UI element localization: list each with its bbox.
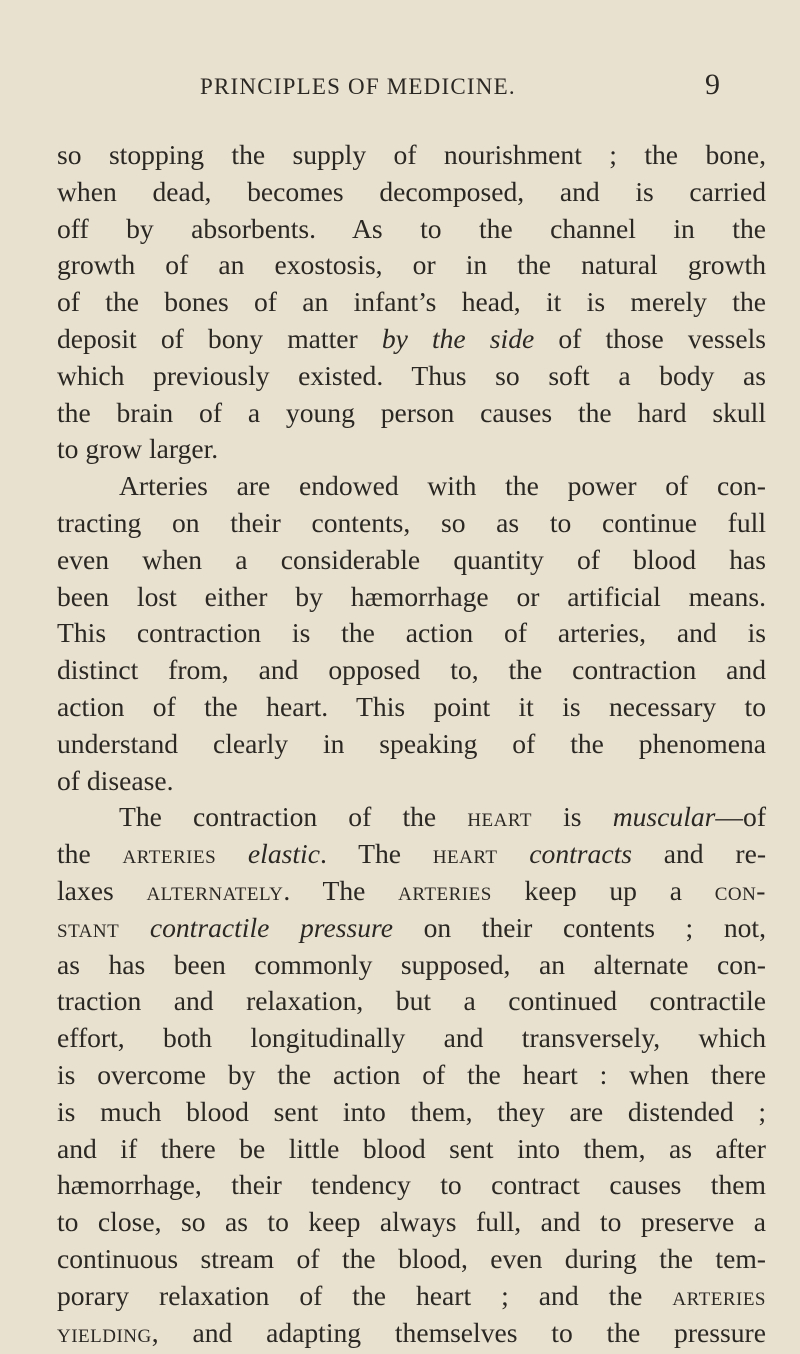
text-line [57,174,766,211]
small-caps-run: arteries [398,874,492,906]
text-run: continuous stream of the blood, even during the tem- [57,1242,766,1274]
text-run: porary relaxation of the heart ; and the [57,1279,673,1311]
text-run: deposit of bony matter [57,322,382,354]
text-run: as has been commonly supposed, an alternate con- [57,948,766,980]
text-run: action of the heart. This point it is necessary to [57,690,766,722]
text-run [119,912,150,943]
text-run: which previously existed. Thus so soft a body as [57,359,766,391]
italic-run: contractile pressure [149,911,393,943]
small-caps-run: arteries [122,838,217,870]
text-run: the [57,838,123,870]
text-run: been lost either by hæmorrhage or artificial means. [57,580,766,612]
text-line [57,1057,766,1094]
text-run: even when a considerable quantity of blood has [57,543,766,575]
text-line [57,873,766,910]
text-run: hæmorrhage, their tendency to contract causes them [57,1169,766,1201]
text-run: is overcome by the action of the heart : when there [57,1058,766,1090]
text-line [57,137,766,174]
italic-run: by the side [381,322,535,354]
text-line [57,726,766,763]
text-run: . The [283,874,399,906]
text-run: —of [715,801,767,833]
text-line [57,468,766,505]
text-run: on their contents ; not, [392,911,767,943]
text-line [57,983,766,1020]
text-run: effort, both longitudinally and transversely, which [57,1022,766,1054]
text-line [57,321,766,358]
text-line [57,1094,766,1131]
running-head [200,66,720,106]
text-line [57,947,766,984]
small-caps-run: yielding [57,1316,152,1348]
text-line [57,1315,766,1352]
text-run: , and adapting themselves to the pressure [151,1316,766,1348]
text-line [57,1278,766,1315]
italic-run: muscular [612,801,716,833]
text-run [498,838,530,869]
text-line [57,284,766,321]
text-run: is [532,801,613,833]
small-caps-run: stant [57,911,120,943]
text-line [57,505,766,542]
text-line [57,652,766,689]
running-head-title: PRINCIPLES OF MEDICINE. [200,74,516,99]
text-run: laxes [57,874,147,906]
text-run: off by absorbents. As to the channel in the [57,212,766,244]
text-line [57,358,766,395]
text-line [57,689,766,726]
text-run: Arteries are endowed with the power of con- [119,470,766,502]
text-line [57,247,766,284]
small-caps-run: heart [432,838,498,870]
text-line [57,1020,766,1057]
text-run: so stopping the supply of nourishment ; the bone, [57,139,766,170]
text-run: of the bones of an infant’s head, it is merely the [57,286,766,318]
text-line [57,431,766,468]
text-run: to grow larger. [57,433,219,465]
text-run: traction and relaxation, but a continued contractile [57,985,766,1017]
text-line [57,1204,766,1241]
body-text [57,137,766,1351]
text-line [57,395,766,432]
text-run: to close, so as to keep always full, and to preserve a [57,1206,766,1238]
text-run: tracting on their contents, so as to continue full [57,506,766,538]
text-run: is much blood sent into them, they are distended ; [57,1095,766,1127]
text-line [57,542,766,579]
text-run: This contraction is the action of arteries, and is [57,617,766,649]
text-run: . The [319,838,433,870]
text-line [57,910,766,947]
text-line [57,799,766,836]
text-run: and if there be little blood sent into them, as after [57,1132,766,1164]
text-run: distinct from, and opposed to, the contraction and [57,654,766,686]
text-run: of those vessels [534,322,766,354]
text-run: and re- [631,838,767,870]
small-caps-run: con- [714,874,766,906]
text-line [57,1167,766,1204]
small-caps-run: arteries [672,1279,766,1311]
italic-run: contracts [529,838,632,870]
text-run: keep up a [491,874,715,906]
text-line [57,211,766,248]
text-run: growth of an exostosis, or in the natural growth [57,249,766,281]
text-run [216,838,248,869]
text-run: the brain of a young person causes the hard skull [57,396,766,428]
text-run: understand clearly in speaking of the phenomena [57,727,766,759]
text-line [57,763,766,800]
text-line [57,1241,766,1278]
text-line [57,836,766,873]
text-line [57,579,766,616]
text-line [57,1131,766,1168]
text-run: when dead, becomes decomposed, and is carried [57,175,766,207]
text-run: The contraction of the [119,801,468,833]
text-line [57,615,766,652]
page-number: 9 [705,68,720,101]
text-run: of disease. [57,764,174,796]
small-caps-run: heart [467,801,532,833]
small-caps-run: alternately [146,874,284,906]
italic-run: elastic [247,838,320,870]
